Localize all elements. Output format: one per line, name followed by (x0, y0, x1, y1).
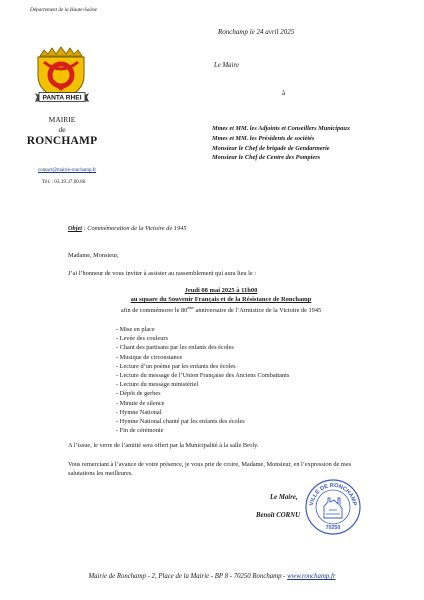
svg-text:70250: 70250 (325, 525, 341, 531)
event-place: au square du Souvenir Français et de la Résistance de Ronchamp (130, 296, 312, 303)
svg-text:VILLE DE RONCHAMP: VILLE DE RONCHAMP (308, 482, 358, 507)
de-label: de (58, 125, 66, 134)
program-item: - Levée des couleurs (116, 335, 168, 343)
event-purpose-start: afin de commémorer le 80 (120, 307, 188, 315)
sender-label: Le Maire (214, 62, 239, 69)
website-link[interactable]: www.ronchamp.fr (287, 573, 336, 580)
program-item: - Dépôt de gerbes (116, 390, 161, 398)
recipient-line: Mmes et MM. les Présidents de sociétés (212, 134, 315, 142)
salutation: Madame, Monsieur, (68, 252, 119, 259)
program-item: - Lecture d’un poème par les enfants des écoles (116, 362, 236, 370)
recipient-line: Monsieur le Chef de brigade de Gendarmerie (212, 144, 330, 152)
event-purpose (68, 305, 374, 314)
program-item: - Minute de silence (116, 399, 165, 407)
signature-name: Benoît CORNU (256, 512, 300, 519)
intro-paragraph: J’ai l’honneur de vous inviter à assister au rassemblement qui aura lieu le : (68, 270, 256, 277)
program-item: - Mise en place (116, 326, 155, 333)
motto-ribbon (34, 91, 90, 103)
signature-title: Le Maire, (270, 494, 298, 501)
reception-note: A l’issue, le verre de l’amitié sera offert par la Municipalité à la salle Broly. (68, 442, 259, 449)
program-item: - Musique de circonstance (116, 353, 183, 361)
recipient-prefix: à (282, 90, 286, 97)
ordinal-suffix: ème (187, 305, 194, 310)
subject-label: Objet (68, 225, 82, 232)
town-stamp (304, 478, 362, 536)
program-item: - Hymne National (116, 408, 162, 416)
recipient-line: Monsieur le Chef de Centre des Pompiers (212, 154, 321, 162)
commune-name: RONCHAMP (26, 135, 98, 147)
program-item: - Lecture du message ministériel (116, 381, 199, 389)
program-item: - Hymne National chanté par les enfants des écoles (116, 418, 245, 426)
department-label: Département de la Haute-Saône (30, 7, 97, 13)
footer-address-text: Mairie de Ronchamp - 2, Place de la Mairie - BP 8 - 70250 Ronchamp - (88, 573, 288, 580)
subject-text: : Commémoration de la Victoire de 1945 (82, 225, 187, 232)
program-item: - Lecture du message de l’Union Française des Anciens Combattants (116, 372, 290, 380)
ceremony-program (116, 325, 289, 435)
footer-address (50, 573, 374, 580)
phone-number: Tél. : 03.39.37.00.80 (42, 179, 86, 185)
email-link[interactable]: contact@mairie-ronchamp.fr (38, 168, 97, 173)
program-item: - Chant des partisans par les enfants des écoles (116, 344, 234, 352)
closing-paragraph: Vous remerciant à l’avance de votre présence, je vous prie de croire, Madame, Monsieur, en l’expression de mes salutations les meilleures. (68, 461, 352, 477)
subject-line (68, 225, 186, 232)
letter-date: Ronchamp le 24 avril 2025 (218, 28, 295, 36)
event-date: Jeudi 08 mai 2025 à 11h00 (184, 287, 258, 294)
event-purpose-end: anniversaire de l’Armistice de la Victoire de 1945 (193, 307, 322, 315)
recipients-block (212, 124, 350, 163)
program-item: - Fin de cérémonie (116, 427, 164, 435)
recipient-line: Mmes et MM. les Adjoints et Conseillers Municipaux (212, 125, 350, 132)
motto-text: PANTA RHEI (42, 94, 82, 102)
mairie-label: MAIRIE (48, 115, 76, 124)
